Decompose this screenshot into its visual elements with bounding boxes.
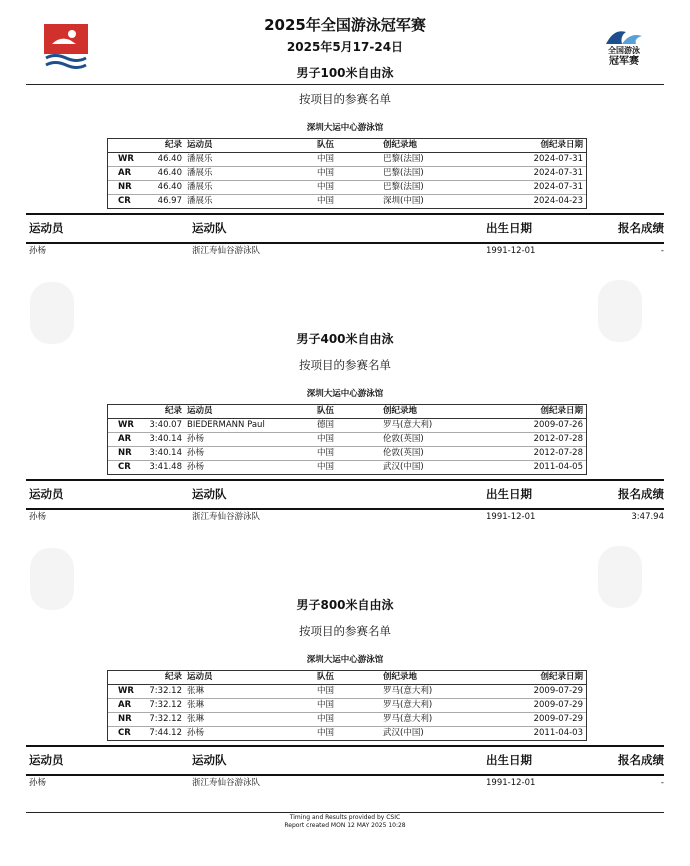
record-code: AR bbox=[118, 434, 132, 444]
col-team: 队伍 bbox=[317, 140, 335, 150]
record-place: 罗马(意大利) bbox=[383, 420, 433, 430]
record-date: 2024-07-31 bbox=[533, 182, 583, 192]
entry-team: 浙江寿仙谷游泳队 bbox=[192, 778, 261, 788]
record-team: 中国 bbox=[317, 168, 335, 178]
col-birth-date: 出生日期 bbox=[486, 221, 532, 235]
record-date: 2009-07-29 bbox=[533, 686, 583, 696]
record-place: 巴黎(法国) bbox=[383, 154, 424, 164]
record-place: 深圳(中国) bbox=[383, 196, 424, 206]
entry-birth-date: 1991-12-01 bbox=[486, 246, 536, 256]
col-date: 创纪录日期 bbox=[540, 406, 583, 416]
records-table bbox=[107, 404, 587, 475]
record-team: 中国 bbox=[317, 448, 335, 458]
record-row bbox=[108, 419, 586, 433]
record-mark: 3:40.07 bbox=[149, 420, 182, 430]
record-date: 2009-07-29 bbox=[533, 700, 583, 710]
record-row bbox=[108, 727, 586, 740]
record-mark: 46.40 bbox=[157, 154, 182, 164]
records-table bbox=[107, 138, 587, 209]
record-athlete: 孙杨 bbox=[187, 462, 205, 472]
col-date: 创纪录日期 bbox=[540, 672, 583, 682]
record-code: CR bbox=[118, 728, 131, 738]
records-header bbox=[108, 139, 586, 153]
record-team: 中国 bbox=[317, 154, 335, 164]
record-athlete: 潘展乐 bbox=[187, 196, 213, 206]
record-team: 德国 bbox=[317, 420, 335, 430]
record-team: 中国 bbox=[317, 434, 335, 444]
record-code: AR bbox=[118, 700, 132, 710]
record-athlete: 潘展乐 bbox=[187, 182, 213, 192]
record-code: WR bbox=[118, 686, 134, 696]
records-header bbox=[108, 405, 586, 419]
event-title: 男子400米自由泳 bbox=[296, 332, 394, 346]
record-date: 2009-07-26 bbox=[533, 420, 583, 430]
record-date: 2024-04-23 bbox=[533, 196, 583, 206]
record-athlete: 潘展乐 bbox=[187, 154, 213, 164]
col-mark: 纪录 bbox=[164, 406, 182, 416]
event-subtitle: 按项目的参赛名单 bbox=[299, 92, 391, 106]
wave-icon bbox=[600, 26, 648, 46]
col-date: 创纪录日期 bbox=[540, 140, 583, 150]
col-athlete: 运动员 bbox=[187, 406, 213, 416]
venue: 深圳大运中心游泳馆 bbox=[306, 123, 384, 133]
header-rule bbox=[26, 84, 664, 85]
entry-athlete: 孙杨 bbox=[29, 246, 47, 256]
col-place: 创纪录地 bbox=[383, 406, 418, 416]
col-entry-time: 报名成绩 bbox=[618, 221, 664, 235]
record-athlete: 张琳 bbox=[187, 700, 205, 710]
col-athlete: 运动员 bbox=[29, 221, 64, 235]
record-date: 2011-04-05 bbox=[533, 462, 583, 472]
logo-text-1: 全国游泳 bbox=[608, 46, 640, 55]
entry-row bbox=[26, 510, 664, 524]
col-team: 队伍 bbox=[317, 672, 335, 682]
record-row bbox=[108, 713, 586, 727]
col-birth-date: 出生日期 bbox=[486, 487, 532, 501]
record-athlete: 潘展乐 bbox=[187, 168, 213, 178]
record-mark: 7:32.12 bbox=[149, 686, 182, 696]
record-mark: 46.40 bbox=[157, 182, 182, 192]
entry-birth-date: 1991-12-01 bbox=[486, 778, 536, 788]
record-date: 2009-07-29 bbox=[533, 714, 583, 724]
record-mark: 7:44.12 bbox=[149, 728, 182, 738]
entry-birth-date: 1991-12-01 bbox=[486, 512, 536, 522]
record-athlete: 孙杨 bbox=[187, 448, 205, 458]
record-date: 2012-07-28 bbox=[533, 448, 583, 458]
venue: 深圳大运中心游泳馆 bbox=[306, 389, 384, 399]
record-code: CR bbox=[118, 196, 131, 206]
record-date: 2024-07-31 bbox=[533, 168, 583, 178]
record-athlete: BIEDERMANN Paul bbox=[187, 420, 265, 430]
record-mark: 3:41.48 bbox=[149, 462, 182, 472]
record-date: 2024-07-31 bbox=[533, 154, 583, 164]
event-title: 男子800米自由泳 bbox=[296, 598, 394, 612]
entry-team: 浙江寿仙谷游泳队 bbox=[192, 512, 261, 522]
record-row bbox=[108, 447, 586, 461]
col-place: 创纪录地 bbox=[383, 672, 418, 682]
record-team: 中国 bbox=[317, 182, 335, 192]
record-place: 伦敦(英国) bbox=[383, 448, 424, 458]
record-row bbox=[108, 167, 586, 181]
record-athlete: 张琳 bbox=[187, 714, 205, 724]
event-subtitle: 按项目的参赛名单 bbox=[299, 624, 391, 638]
record-place: 巴黎(法国) bbox=[383, 182, 424, 192]
record-row bbox=[108, 699, 586, 713]
record-mark: 7:32.12 bbox=[149, 700, 182, 710]
record-code: NR bbox=[118, 182, 132, 192]
record-athlete: 孙杨 bbox=[187, 434, 205, 444]
record-athlete: 张琳 bbox=[187, 686, 205, 696]
record-place: 罗马(意大利) bbox=[383, 686, 433, 696]
record-mark: 46.97 bbox=[157, 196, 182, 206]
record-row bbox=[108, 433, 586, 447]
record-athlete: 孙杨 bbox=[187, 728, 205, 738]
col-mark: 纪录 bbox=[164, 140, 182, 150]
footer-provider: Timing and Results provided by CSIC bbox=[289, 814, 401, 821]
col-mark: 纪录 bbox=[164, 672, 182, 682]
entries-header bbox=[26, 479, 664, 510]
record-date: 2011-04-03 bbox=[533, 728, 583, 738]
record-team: 中国 bbox=[317, 686, 335, 696]
event-title: 男子100米自由泳 bbox=[296, 66, 394, 80]
col-team: 队伍 bbox=[317, 406, 335, 416]
col-place: 创纪录地 bbox=[383, 140, 418, 150]
col-birth-date: 出生日期 bbox=[486, 753, 532, 767]
records-header bbox=[108, 671, 586, 685]
entry-time: 3:47.94 bbox=[631, 512, 664, 522]
event-subtitle: 按项目的参赛名单 bbox=[299, 358, 391, 372]
record-date: 2012-07-28 bbox=[533, 434, 583, 444]
entry-athlete: 孙杨 bbox=[29, 512, 47, 522]
record-place: 伦敦(英国) bbox=[383, 434, 424, 444]
record-place: 武汉(中国) bbox=[383, 728, 424, 738]
entry-team: 浙江寿仙谷游泳队 bbox=[192, 246, 261, 256]
col-athlete: 运动员 bbox=[29, 753, 64, 767]
record-code: NR bbox=[118, 448, 132, 458]
footer-rule bbox=[26, 812, 664, 813]
record-team: 中国 bbox=[317, 196, 335, 206]
record-row bbox=[108, 153, 586, 167]
record-mark: 3:40.14 bbox=[149, 434, 182, 444]
entry-row bbox=[26, 244, 664, 258]
record-team: 中国 bbox=[317, 462, 335, 472]
logo-text-2: 冠军赛 bbox=[609, 56, 639, 67]
record-code: CR bbox=[118, 462, 131, 472]
records-table bbox=[107, 670, 587, 741]
record-mark: 46.40 bbox=[157, 168, 182, 178]
entry-time: - bbox=[660, 778, 664, 788]
col-entry-time: 报名成绩 bbox=[618, 753, 664, 767]
record-team: 中国 bbox=[317, 728, 335, 738]
col-athlete: 运动员 bbox=[187, 140, 213, 150]
record-place: 武汉(中国) bbox=[383, 462, 424, 472]
col-team: 运动队 bbox=[192, 221, 227, 235]
record-place: 罗马(意大利) bbox=[383, 700, 433, 710]
event-dates: 2025年5月17-24日 bbox=[286, 40, 404, 54]
col-athlete: 运动员 bbox=[29, 487, 64, 501]
record-mark: 3:40.14 bbox=[149, 448, 182, 458]
record-team: 中国 bbox=[317, 714, 335, 724]
col-team: 运动队 bbox=[192, 753, 227, 767]
record-code: WR bbox=[118, 154, 134, 164]
venue: 深圳大运中心游泳馆 bbox=[306, 655, 384, 665]
record-place: 罗马(意大利) bbox=[383, 714, 433, 724]
record-row bbox=[108, 685, 586, 699]
record-code: AR bbox=[118, 168, 132, 178]
record-row bbox=[108, 181, 586, 195]
record-team: 中国 bbox=[317, 700, 335, 710]
record-row bbox=[108, 195, 586, 208]
record-row bbox=[108, 461, 586, 474]
col-team: 运动队 bbox=[192, 487, 227, 501]
record-place: 巴黎(法国) bbox=[383, 168, 424, 178]
record-code: NR bbox=[118, 714, 132, 724]
entries-header bbox=[26, 213, 664, 244]
col-entry-time: 报名成绩 bbox=[618, 487, 664, 501]
footer-report-time: Report created MON 12 MAY 2025 10:28 bbox=[284, 822, 406, 829]
col-athlete: 运动员 bbox=[187, 672, 213, 682]
entries-header bbox=[26, 745, 664, 776]
page-title: 2025年全国游泳冠军赛 bbox=[264, 16, 426, 34]
record-mark: 7:32.12 bbox=[149, 714, 182, 724]
entry-row bbox=[26, 776, 664, 790]
entry-athlete: 孙杨 bbox=[29, 778, 47, 788]
record-code: WR bbox=[118, 420, 134, 430]
entry-time: - bbox=[660, 246, 664, 256]
